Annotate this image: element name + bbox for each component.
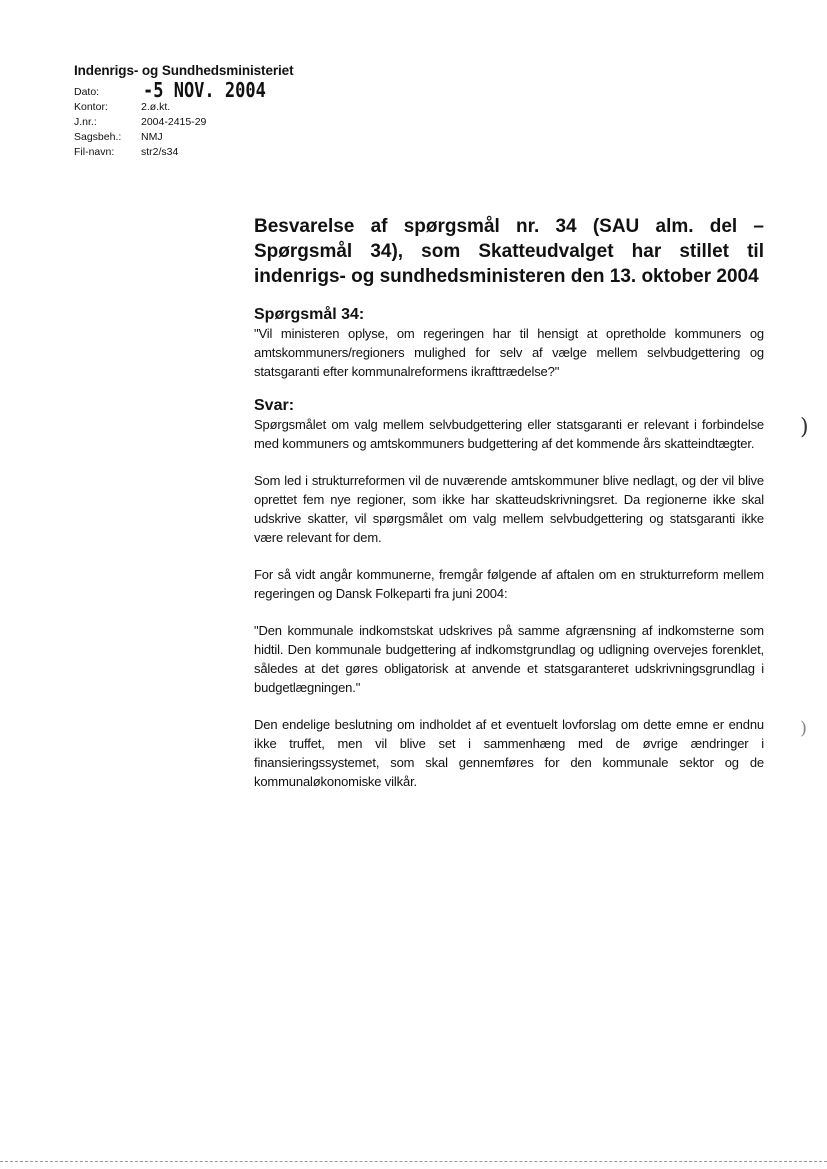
meta-key: Kontor: <box>74 101 108 113</box>
answer-paragraph: "Den kommunale indkomstskat udskrives på samme afgrænsning af indkomsterne som hidtil. Den kommunale budgettering af indkomstgrundlag og udligning overvejes forenklet, således at det gøres obligatorisk at anvende et statsgaranteret udskrivningsgrundlag i budgetlægningen." <box>254 623 764 695</box>
document-title: Besvarelse af spørgsmål nr. 34 (SAU alm. del – Spørgsmål 34), som Skatteudvalget har stillet til indenrigs- og sundhedsministeren den 13. oktober 2004 <box>254 216 764 287</box>
meta-row-sagsbeh <box>74 130 206 145</box>
question-text: "Vil ministeren oplyse, om regeringen har til hensigt at opretholde kommuners og amtskommuners/regioners mulighed for selv af vælge mellem selvbudgettering og statsgaranti efter kommunalreformens ikrafttrædelse?" <box>254 326 764 379</box>
scan-margin-mark: ) <box>800 415 809 440</box>
meta-row-dato <box>74 85 206 100</box>
date-stamp: -5 NOV. 2004 <box>143 78 266 102</box>
ministry-name: Indenrigs- og Sundhedsministeriet <box>74 63 294 78</box>
meta-value: 2.ø.kt. <box>141 101 171 113</box>
answer-heading: Svar: <box>254 397 295 414</box>
answer-paragraph: Den endelige beslutning om indholdet af et eventuelt lovforslag om dette emne er endnu ikke truffet, men vil blive set i sammenhæng med de øvrige ændringer i finansieringssystemet, som skal gennemføres for den kommunale sektor og de kommunaløkonomiske vilkår. <box>254 717 764 789</box>
meta-row-jnr <box>74 115 206 130</box>
main-content <box>254 214 764 791</box>
meta-key: Dato: <box>74 86 100 98</box>
meta-value: 2004-2415-29 <box>141 116 207 128</box>
scan-margin-mark: ) <box>800 718 808 739</box>
question-heading: Spørgsmål 34: <box>254 306 365 323</box>
meta-key: Fil-navn: <box>74 146 115 158</box>
metadata-block <box>74 85 206 160</box>
page-bottom-edge <box>0 1161 827 1162</box>
meta-row-filnavn <box>74 145 206 160</box>
answer-paragraph: Som led i strukturreformen vil de nuværende amtskommuner blive nedlagt, og der vil blive oprettet fem nye regioner, som ikke har skatteudskrivningsret. Da regionerne ikke skal udskrive skatter, vil spørgsmålet om valg mellem selvbudgettering og statsgaranti ikke være relevant for dem. <box>254 473 764 545</box>
answer-paragraph: For så vidt angår kommunerne, fremgår følgende af aftalen om en strukturreform mellem regeringen og Dansk Folkeparti fra juni 2004: <box>254 567 764 601</box>
meta-value: NMJ <box>141 131 163 143</box>
meta-value: str2/s34 <box>141 146 179 158</box>
meta-key: Sagsbeh.: <box>74 131 122 143</box>
meta-row-kontor <box>74 100 206 115</box>
meta-key: J.nr.: <box>74 116 97 128</box>
answer-paragraph: Spørgsmålet om valg mellem selvbudgettering eller statsgaranti er relevant i forbindelse med kommuners og amtskommuners budgettering af det kommende års skatteindtægter. <box>254 417 764 451</box>
